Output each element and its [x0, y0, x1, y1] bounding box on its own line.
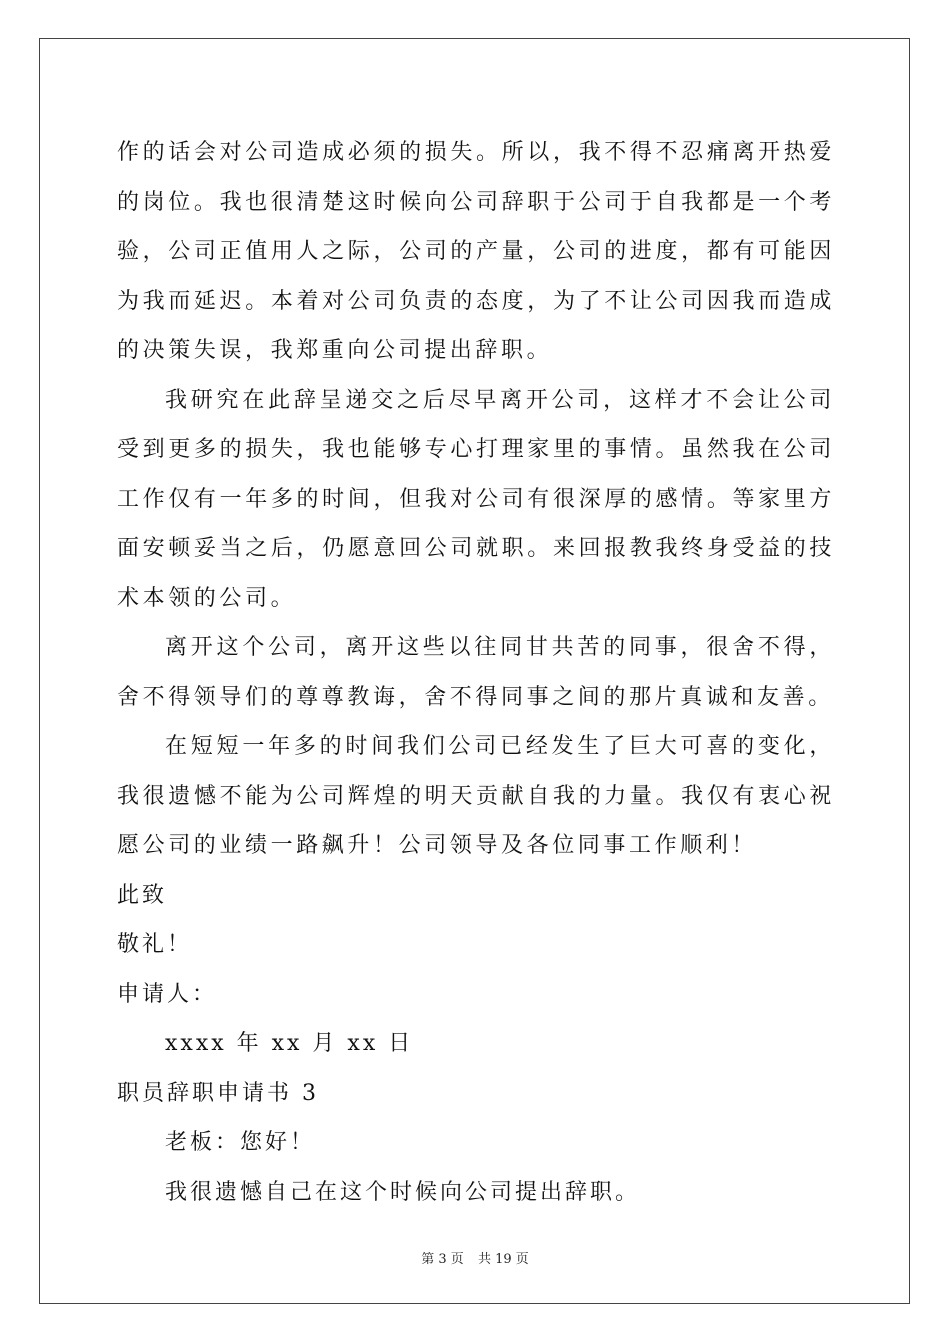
paragraph-wishes: 在短短一年多的时间我们公司已经发生了巨大可喜的变化，我很遗憾不能为公司辉煌的明天贡献自我的力量。我仅有衷心祝愿公司的业绩一路飙升！公司领导及各位同事工作顺利！ [117, 734, 835, 858]
closing-line: 此致 [117, 882, 168, 908]
date-line: xxxx 年 xx 月 xx 日 [165, 1031, 414, 1056]
first-line-next-letter: 我很遗憾自己在这个时候向公司提出辞职。 [165, 1179, 641, 1205]
page-footer [0, 1248, 950, 1267]
document-body [117, 128, 835, 1217]
paragraph-continued: 作的话会对公司造成必须的损失。所以，我不得不忍痛离开热爱的岗位。我也很清楚这时候向公司辞职于公司于自我都是一个考验，公司正值用人之际，公司的产量，公司的进度，都有可能因为我而延迟。本着对公司负责的态度，为了不让公司因我而造成的决策失误，我郑重向公司提出辞职。 [117, 140, 835, 363]
section-title: 职员辞职申请书 3 [117, 1080, 319, 1106]
paragraph-leave-plan: 我研究在此辞呈递交之后尽早离开公司，这样才不会让公司受到更多的损失，我也能够专心打理家里的事情。虽然我在公司工作仅有一年多的时间，但我对公司有很深厚的感情。等家里方面安顿妥当之后，仍愿意回公司就职。来回报教我终身受益的技术本领的公司。 [117, 387, 835, 611]
page-number: 第 3 页 [421, 1252, 464, 1267]
greeting-line: 老板：您好！ [165, 1130, 316, 1155]
applicant-line: 申请人： [117, 981, 218, 1007]
salute-line: 敬礼！ [117, 932, 193, 957]
paragraph-farewell: 离开这个公司，离开这些以往同甘共苦的同事，很舍不得，舍不得领导们的尊尊教诲，舍不得同事之间的那片真诚和友善。 [117, 635, 835, 710]
total-pages: 共 19 页 [477, 1252, 529, 1267]
